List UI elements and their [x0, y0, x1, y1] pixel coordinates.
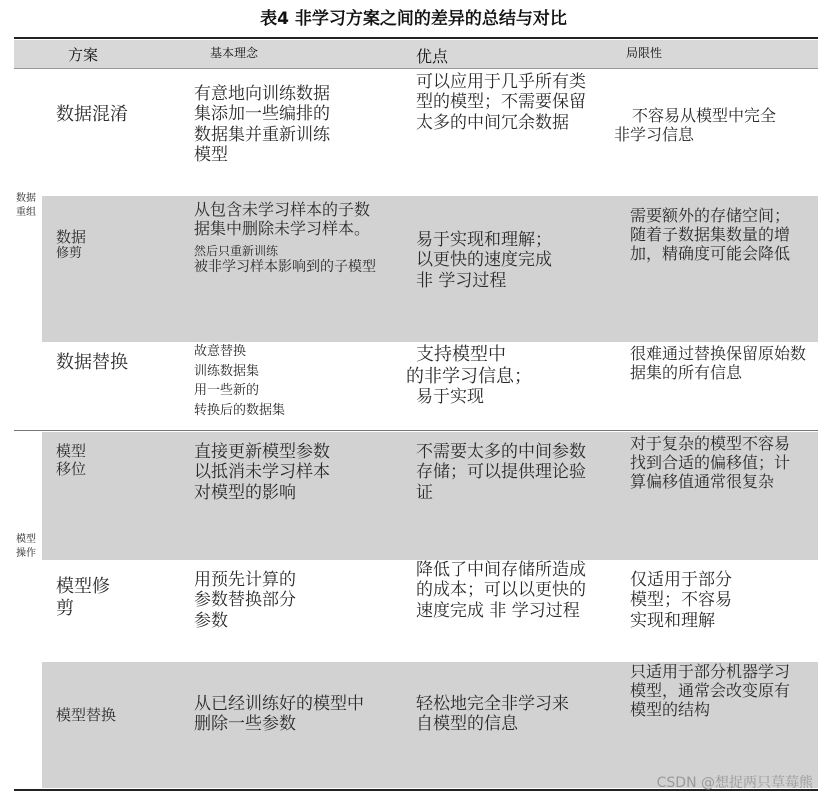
limitations-cell: 仅适用于部分 模型；不容易 实现和理解: [630, 570, 732, 631]
group-label-model-ops: 模型 操作: [16, 534, 36, 559]
concept-cell: 有意地向训练数据集添加一些编排的数据集并重新训练模型: [194, 84, 330, 166]
limitations-cell: 很难通过替换保留原始数据集的所有信息: [630, 344, 807, 383]
advantages-cell: 可以应用于几乎所有类型的模型；不需要保留太多的中间冗余数据: [416, 72, 586, 133]
table-row: [42, 432, 818, 560]
header-limitations: 局限性: [626, 46, 663, 60]
limitations-cell: 需要额外的存储空间；随着子数据集数量的增加，精确度可能会降低: [630, 206, 791, 264]
table-row: [42, 662, 818, 788]
concept-cell: 从包含未学习样本的子数据集中删除未学习样本。 然后只重新训练 被非学习样本影响到的子模型: [194, 200, 376, 275]
limitations-cell: 只适用于部分机器学习模型，通常会改变原有模型的结构: [630, 662, 791, 720]
concept-cell: 从已经训练好的模型中删除一些参数: [194, 694, 364, 735]
scheme-name: 数据 修剪: [56, 228, 87, 261]
concept-cell: 直接更新模型参数以抵消未学习样本对模型的影响: [194, 442, 330, 503]
group-divider: [14, 430, 818, 431]
header-advantages: 优点: [416, 47, 449, 66]
concept-cell: 故意替换 训练数据集 用一些新的 转换后的数据集: [194, 344, 286, 418]
advantages-cell: 支持模型中 的非学习信息； 易于实现: [406, 344, 532, 408]
scheme-name: 模型 移位: [56, 442, 87, 478]
advantages-cell: 轻松地完全非学习来自模型的信息: [416, 694, 569, 735]
scheme-name: 数据混淆: [56, 104, 128, 125]
table-row: [42, 560, 818, 662]
scheme-name: 模型替换: [56, 706, 117, 724]
scheme-name: 数据替换: [56, 352, 128, 373]
table-caption: 表4 非学习方案之间的差异的总结与对比: [260, 9, 567, 29]
limitations-cell: 不容易从模型中完全 非学习信息: [614, 106, 777, 145]
advantages-cell: 降低了中间存储所造成的成本；可以以更快的速度完成 非 学习过程: [416, 560, 586, 621]
header-scheme: 方案: [68, 46, 99, 64]
table-row: [42, 342, 818, 430]
advantages-cell: 易于实现和理解； 以更快的速度完成 非 学习过程: [416, 230, 552, 291]
top-rule: [14, 37, 818, 39]
table-row: [42, 68, 818, 196]
watermark: CSDN @想捉两只草莓熊: [656, 775, 813, 791]
advantages-cell: 不需要太多的中间参数存储；可以提供理论验证: [416, 442, 586, 503]
limitations-cell: 对于复杂的模型不容易找到合适的偏移值；计算偏移值通常很复杂: [630, 434, 791, 492]
concept-cell: 用预先计算的 参数替换部分 参数: [194, 570, 296, 631]
scheme-name: 模型修 剪: [56, 576, 110, 619]
table-header: [14, 40, 818, 69]
header-concept: 基本理念: [210, 46, 259, 60]
group-label-data-reorg: 数据 重组: [16, 193, 36, 218]
table-row: [42, 196, 818, 342]
